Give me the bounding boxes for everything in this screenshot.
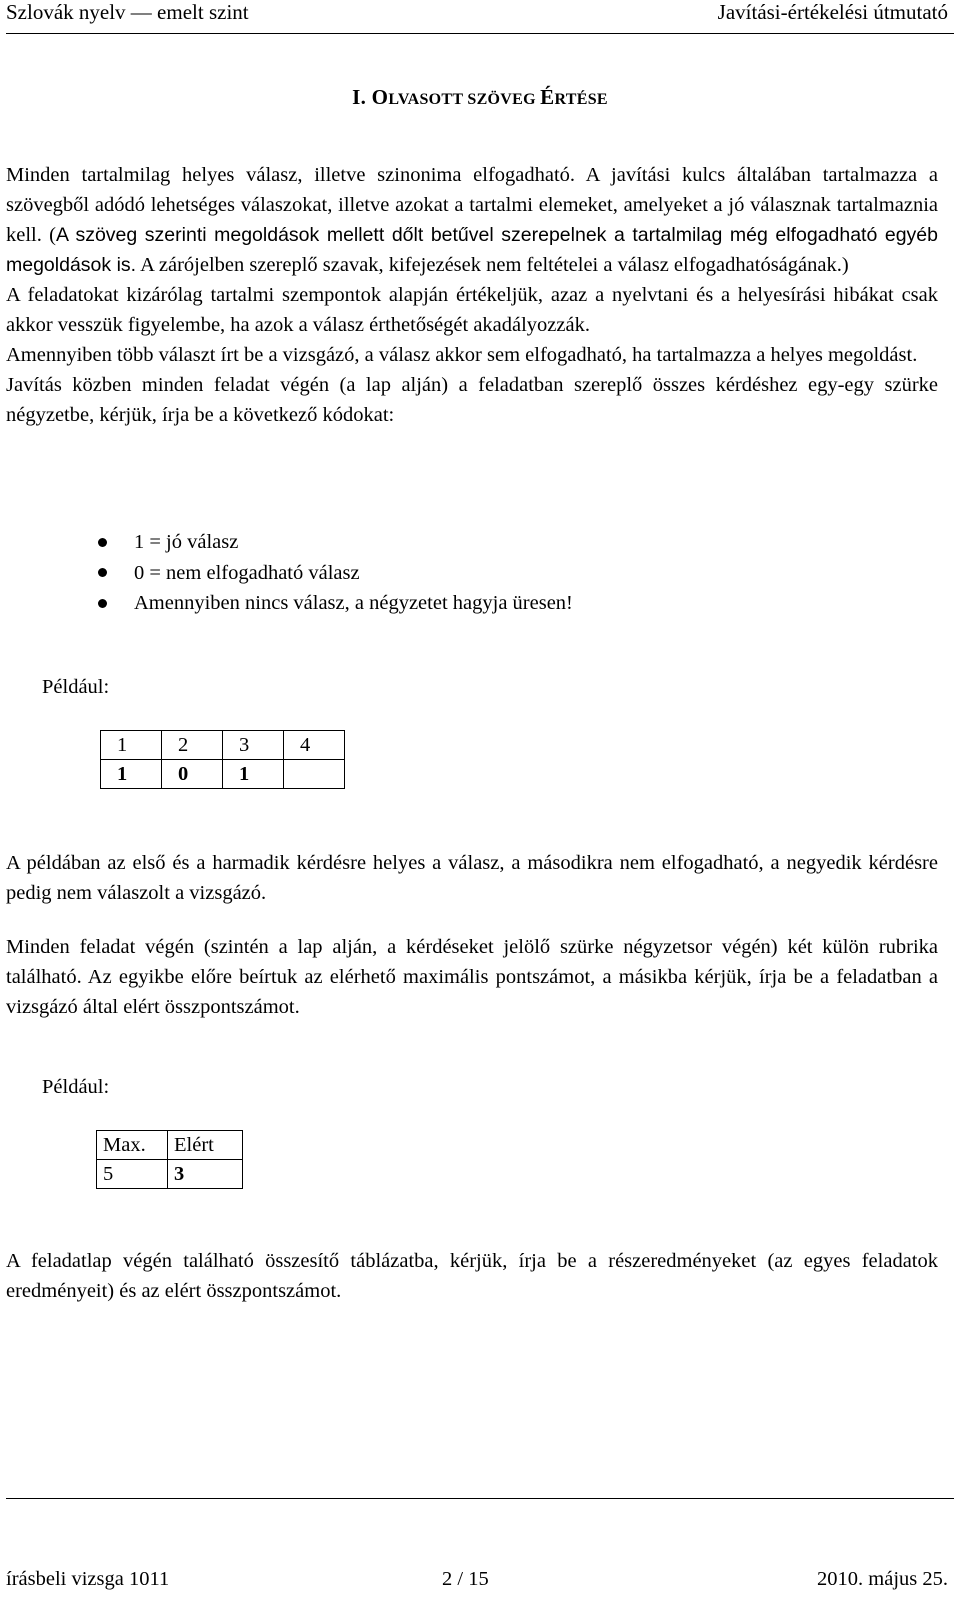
list-item [98, 527, 573, 558]
example-label: Például: [42, 1076, 110, 1098]
table-header-cell: Max. [97, 1131, 168, 1160]
table-row [101, 731, 345, 760]
table-cell [284, 760, 345, 789]
bullet-icon [98, 599, 107, 608]
instructions-block-1 [6, 160, 938, 280]
instructions-text-sans: A szöveg szerinti megoldások mellett dőlt betűvel szerepelnek a tartalmilag még elfogadható egyéb megoldások is. [6, 224, 938, 276]
bullet-icon [98, 568, 107, 577]
list-item [98, 588, 573, 619]
header-divider [6, 33, 954, 34]
footer-exam-code: írásbeli vizsga 1011 [6, 1568, 170, 1590]
instructions-text-4: A feladatokat kizárólag tartalmi szempontok alapján értékeljük, azaz a nyelvtani és a helyesírási hibákat csak akkor vesszük figyelembe, ha azok a válasz érthetőségét akadályozzák. [6, 284, 938, 336]
table-cell: 3 [223, 731, 284, 760]
instructions-text-6: Javítás közben minden feladat végén (a lap alján) a feladatban szereplő összes kérdéshez egy-egy szürke négyzetbe, kérjük, írja be a következő kódokat: [6, 374, 938, 426]
example-explanation: A példában az első és a harmadik kérdésre helyes a válasz, a másodikra nem elfogadható, a negyedik kérdésre pedig nem válaszolt a vizsgázó. [6, 852, 938, 904]
example-label: Például: [42, 676, 110, 698]
list-item-text: 1 = jó válasz [134, 531, 239, 553]
footer-divider [6, 1498, 954, 1499]
table-cell: 3 [168, 1160, 243, 1189]
table-cell: 0 [162, 760, 223, 789]
header-subject: Szlovák nyelv — emelt szint [6, 0, 249, 24]
table-cell: 4 [284, 731, 345, 760]
codes-example-table [100, 730, 345, 789]
table-cell: 1 [101, 731, 162, 760]
list-item-text: Amennyiben nincs válasz, a négyzetet hagyja üresen! [134, 592, 573, 614]
section-title-word2: SZÖVEG [467, 91, 541, 108]
list-item-text: 0 = nem elfogadható válasz [134, 561, 360, 584]
table-cell: 5 [97, 1160, 168, 1189]
table-cell: 1 [101, 760, 162, 789]
table-row [101, 760, 345, 789]
summary-instructions: A feladatlap végén található összesítő táblázatba, kérjük, írja be a részeredményeket (az egyes feladatok eredményeit) és az elért összpontszámot. [6, 1250, 938, 1302]
section-title-prefix: I. O [352, 85, 389, 109]
section-title-word1: LVASOTT [388, 91, 468, 108]
instructions-text-1: Minden tartalmilag helyes válasz, illetve szinonima elfogadható. A javítási kulcs általában tartalmazza a szövegből adódó lehetséges válaszokat, illetve azokat a tartalmi elemeket, amelyeket a jó válasznak tartalmaznia kell. ( [6, 164, 938, 246]
table-row [97, 1160, 243, 1189]
code-list [98, 527, 573, 619]
table-header-cell: Elért [168, 1131, 243, 1160]
score-instructions: Minden feladat végén (szintén a lap alján, a kérdéseket jelölő szürke négyzetsor végén) két külön rubrika található. Az egyikbe előre beírtuk az elérhető maximális pontszámot, a másikba kérjük, írja be a feladatban a vizsgázó által elért összpontszámot. [6, 936, 938, 1018]
instructions-paragraph [6, 160, 938, 430]
table-row [97, 1131, 243, 1160]
footer-page-number: 2 / 15 [442, 1568, 489, 1590]
bullet-icon [98, 538, 107, 547]
instructions-text-5: Amennyiben több választ írt be a vizsgázó, a válasz akkor sem elfogadható, ha tartalmazza a helyes megoldást. [6, 344, 918, 366]
instructions-text-3: A zárójelben szereplő szavak, kifejezések nem feltételei a válasz elfogadhatóságának.) [136, 254, 849, 276]
list-item [98, 558, 573, 589]
section-title [0, 85, 960, 110]
table-cell: 1 [223, 760, 284, 789]
section-title-word3: RTÉSE [554, 91, 608, 108]
section-title-word3-initial: É [540, 85, 555, 109]
score-example-table [96, 1130, 243, 1189]
header-doc-type: Javítási-értékelési útmutató [717, 0, 948, 24]
footer-date: 2010. május 25. [817, 1568, 948, 1590]
table-cell: 2 [162, 731, 223, 760]
